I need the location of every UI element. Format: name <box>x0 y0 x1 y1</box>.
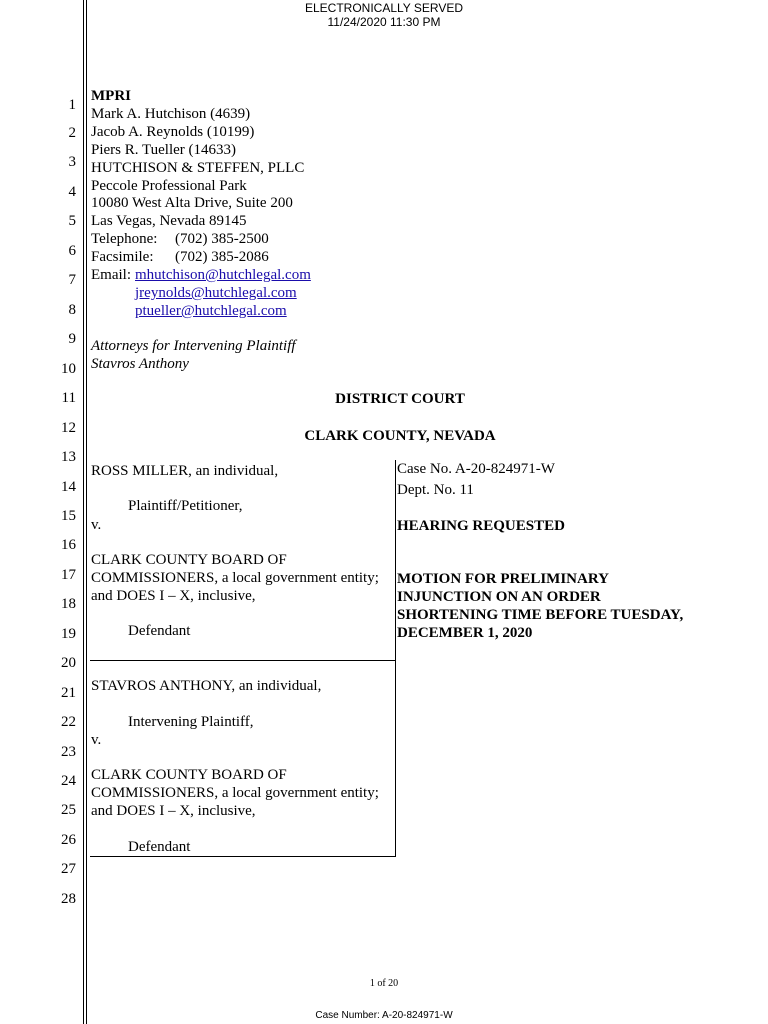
caption-divider <box>90 660 396 661</box>
address-line: Las Vegas, Nevada 89145 <box>91 213 247 229</box>
line-number: 7 <box>68 272 76 288</box>
line-number: 8 <box>68 302 76 318</box>
line-number: 15 <box>61 508 76 524</box>
document-code: MPRI <box>91 88 131 104</box>
attorneys-for-client: Stavros Anthony <box>91 356 189 372</box>
firm-name: HUTCHISON & STEFFEN, PLLC <box>91 160 305 176</box>
line-number: 14 <box>61 479 76 495</box>
versus: v. <box>91 517 102 533</box>
line-number: 1 <box>68 97 76 113</box>
facsimile-label: Facsimile: <box>91 249 154 265</box>
defendant-role: Defendant <box>128 839 191 855</box>
line-number: 11 <box>61 390 76 406</box>
motion-title: SHORTENING TIME BEFORE TUESDAY, <box>397 607 684 623</box>
motion-title: MOTION FOR PRELIMINARY <box>397 571 609 587</box>
line-number: 10 <box>61 361 76 377</box>
page-number: 1 of 20 <box>369 978 399 989</box>
intervenor-name: STAVROS ANTHONY, an individual, <box>91 678 322 694</box>
defendant-name: and DOES I – X, inclusive, <box>91 588 256 604</box>
defendant-name: and DOES I – X, inclusive, <box>91 803 256 819</box>
attorney-name: Mark A. Hutchison (4639) <box>91 106 251 122</box>
line-number: 12 <box>61 420 76 436</box>
line-number: 18 <box>61 596 76 612</box>
margin-rule-inner <box>86 0 87 1024</box>
defendant-name: COMMISSIONERS, a local government entity; <box>91 570 379 586</box>
defendant-name: COMMISSIONERS, a local government entity; <box>91 785 379 801</box>
email-link-tueller[interactable]: ptueller@hutchlegal.com <box>135 303 287 319</box>
line-number: 25 <box>61 802 76 818</box>
line-number: 27 <box>61 861 76 877</box>
motion-title: DECEMBER 1, 2020 <box>397 625 533 641</box>
line-number: 16 <box>61 537 76 553</box>
margin-rule-outer <box>83 0 84 1024</box>
case-number: Case No. A-20-824971-W <box>397 461 555 477</box>
court-county: CLARK COUNTY, NEVADA <box>304 428 496 444</box>
line-number: 19 <box>61 626 76 642</box>
line-number: 23 <box>61 744 76 760</box>
line-number: 21 <box>61 685 76 701</box>
line-number: 2 <box>68 125 76 141</box>
line-number: 22 <box>61 714 76 730</box>
email-link-reynolds[interactable]: jreynolds@hutchlegal.com <box>135 285 297 301</box>
line-number: 26 <box>61 832 76 848</box>
line-number: 28 <box>61 891 76 907</box>
attorney-name: Piers R. Tueller (14633) <box>91 142 237 158</box>
email-label: Email: <box>91 267 131 283</box>
plaintiff-name: ROSS MILLER, an individual, <box>91 463 279 479</box>
line-number: 4 <box>68 184 76 200</box>
email-link-hutchison[interactable]: mhutchison@hutchlegal.com <box>135 267 311 283</box>
served-timestamp: 11/24/2020 11:30 PM <box>327 15 441 29</box>
telephone-label: Telephone: <box>91 231 158 247</box>
address-line: Peccole Professional Park <box>91 178 247 194</box>
line-number: 17 <box>61 567 76 583</box>
court-name: DISTRICT COURT <box>335 391 465 407</box>
served-stamp: ELECTRONICALLY SERVED <box>304 1 464 15</box>
caption-bottom-rule <box>90 856 396 857</box>
attorneys-for-line: Attorneys for Intervening Plaintiff <box>91 338 296 354</box>
motion-title: INJUNCTION ON AN ORDER <box>397 589 601 605</box>
defendant-name: CLARK COUNTY BOARD OF <box>91 552 287 568</box>
line-number: 9 <box>68 331 76 347</box>
hearing-requested: HEARING REQUESTED <box>397 518 565 534</box>
department-number: Dept. No. 11 <box>397 482 474 498</box>
address-line: 10080 West Alta Drive, Suite 200 <box>91 195 293 211</box>
line-number: 24 <box>61 773 76 789</box>
telephone-number: (702) 385-2500 <box>175 231 269 247</box>
plaintiff-role: Plaintiff/Petitioner, <box>128 498 243 514</box>
versus: v. <box>91 732 102 748</box>
line-number: 3 <box>68 154 76 170</box>
case-number-footer: Case Number: A-20-824971-W <box>315 1010 453 1021</box>
attorney-name: Jacob A. Reynolds (10199) <box>91 124 255 140</box>
defendant-role: Defendant <box>128 623 191 639</box>
line-number: 6 <box>68 243 76 259</box>
defendant-name: CLARK COUNTY BOARD OF <box>91 767 287 783</box>
line-number: 5 <box>68 213 76 229</box>
intervenor-role: Intervening Plaintiff, <box>128 714 254 730</box>
caption-vertical-rule <box>395 460 396 857</box>
facsimile-number: (702) 385-2086 <box>175 249 269 265</box>
line-number: 13 <box>61 449 76 465</box>
line-number: 20 <box>61 655 76 671</box>
